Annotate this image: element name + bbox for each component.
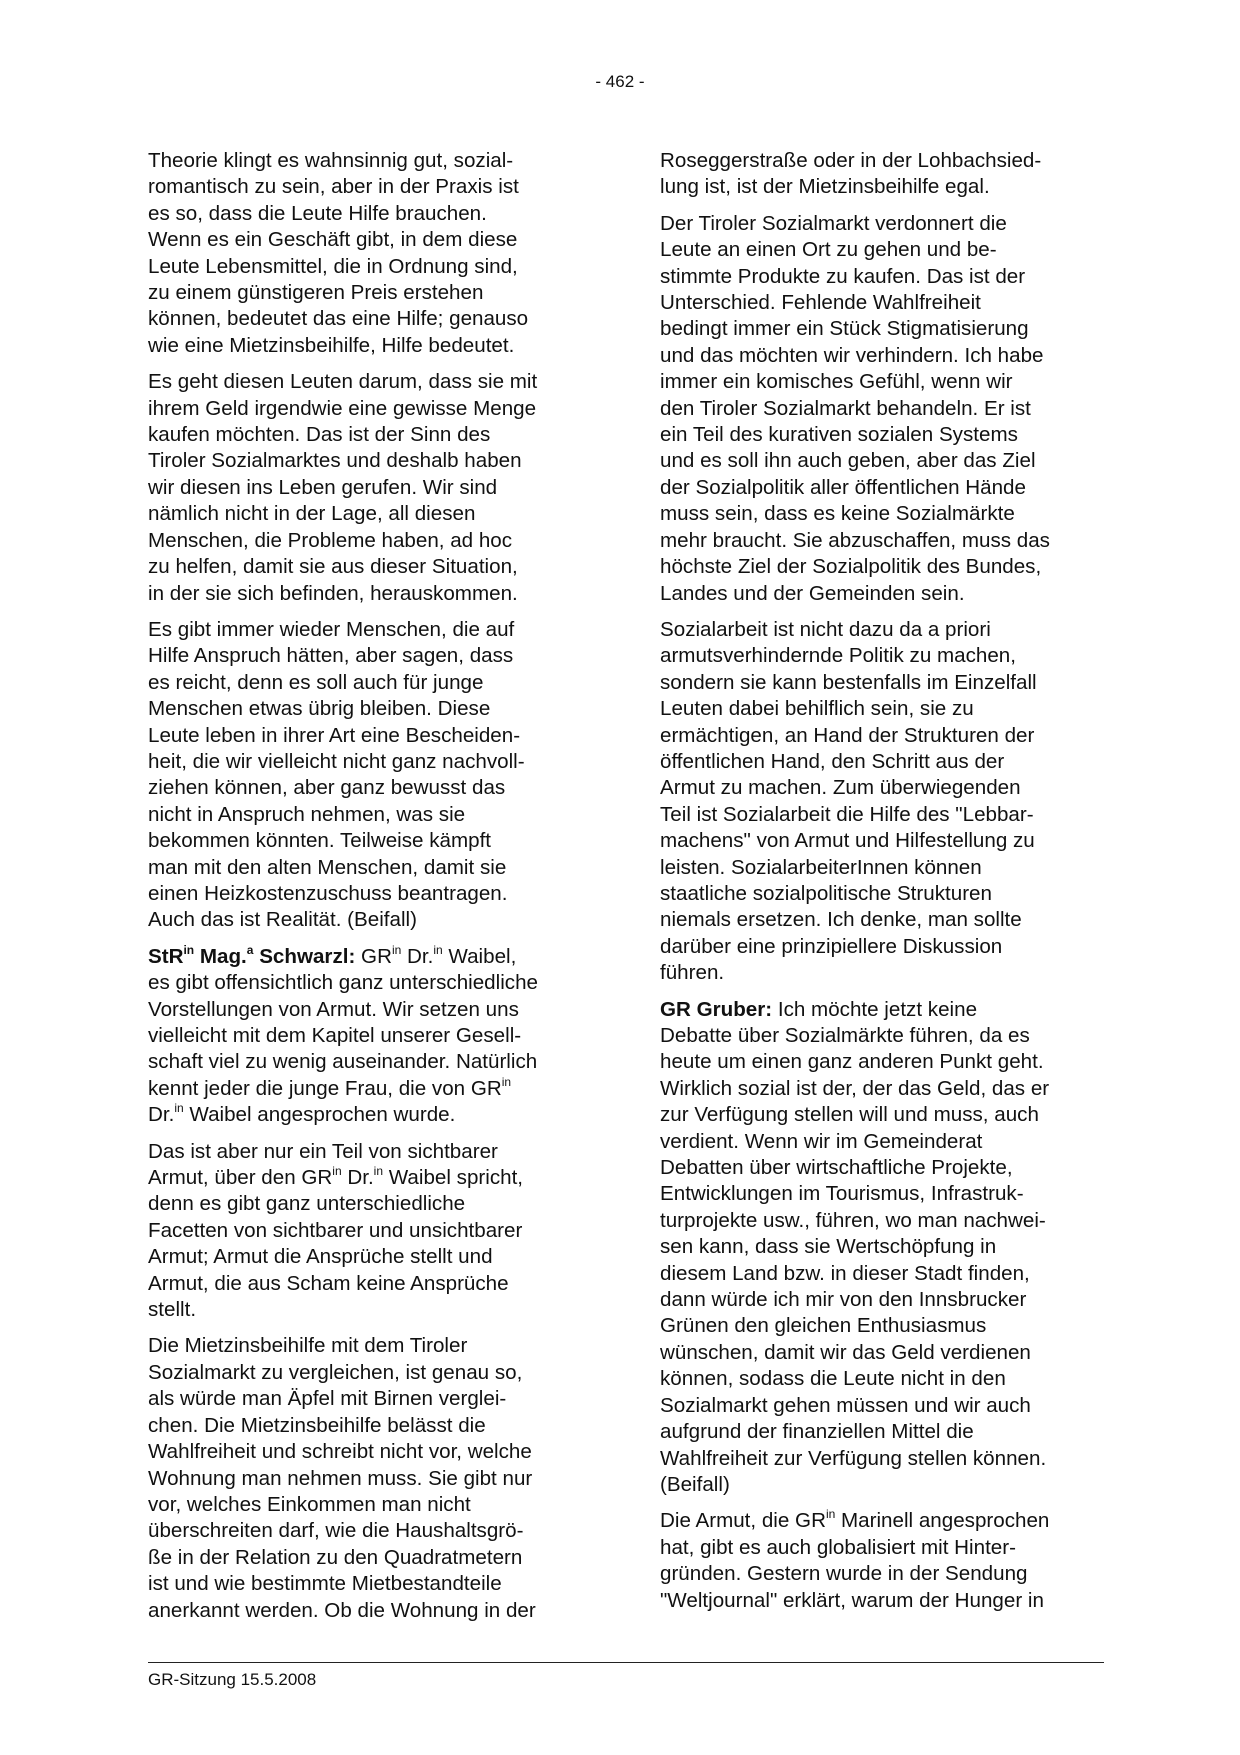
paragraph: Es geht diesen Leuten darum, dass sie mit ihrem Geld irgendwie eine gewisse Menge kaufen möchten. Das ist der Sinn des Tiroler Sozialmarktes und deshalb haben wir diesen ins Leben gerufen. Wir sind nämlich nicht in der Lage, all diesen Menschen, die Probleme haben, ad hoc zu helfen, damit sie aus dieser Situation, in der sie sich befinden, herauskommen. bbox=[148, 370, 538, 605]
paragraph: Die Armut, die $GR^{in}$ Marinell angesprochen hat, gibt es auch globalisiert mit Hinter- gründen. Gestern wurde in der Sendung "Weltjournal" erklärt, warum der Hunger in bbox=[660, 1507, 1050, 1612]
page-number: - 462 - bbox=[595, 72, 645, 91]
speaker-name: GR Gruber: bbox=[660, 997, 773, 1021]
paragraph: Die Mietzinsbeihilfe mit dem Tiroler Sozialmarkt zu vergleichen, ist genau so, als würde man Äpfel mit Birnen verglei- chen. Die Mietzinsbeihilfe belässt die Wahlfreiheit und schreibt nicht vor, welche Wohnung man nehmen muss. Sie gibt nur vor, welches Einkommen man nicht überschreiten darf, wie die Haushaltsgrö- ße in der Relation zu den Quadratmetern ist und wie bestimmte Mietbestandteile anerkannt werden. Ob die Wohnung in der bbox=[148, 1334, 536, 1622]
right-column bbox=[660, 148, 1108, 1624]
left-column bbox=[148, 148, 596, 1634]
speaker-paragraph: GR Gruber: Ich möchte jetzt keine Debatte über Sozialmärkte führen, da es heute um einen ganz anderen Punkt geht. Wirklich sozial ist der, der das Geld, das er zur Verfügung stellen will und muss, auch verdient. Wenn wir im Gemeinderat Debatten über wirtschaftliche Projekte, Entwicklungen im Tourismus, Infrastruk- turprojekte usw., führen, wo man nachwei- sen kann, dass sie Wertschöpfung in diesem Land bzw. in dieser Stadt finden, dann würde ich mir von den Innsbrucker Grünen den gleichen Enthusiasmus wünschen, damit wir das Geld verdienen können, sodass die Leute nicht in den Sozialmarkt gehen müssen und wir auch aufgrund der finanziellen Mittel die Wahlfreiheit zur Verfügung stellen können. (Beifall) bbox=[660, 997, 1050, 1496]
speaker-paragraph: StR$^{in}$ Mag.$^a$ Schwarzl: $GR^{in}$ Dr.$^{in}$ Waibel, es gibt offensichtlich ganz unterschiedliche Vorstellungen von Armut. Wir setzen uns vielleicht mit dem Kapitel unserer Gesell- schaft viel zu wenig auseinander. Natürlich kennt jeder die junge Frau, die von $GR^{in}$ Dr.$^{in}$ Waibel angesprochen wurde. bbox=[148, 942, 538, 1127]
footer-divider bbox=[148, 1662, 1104, 1663]
footer-session-label: GR-Sitzung 15.5.2008 bbox=[148, 1670, 317, 1689]
paragraph: Es gibt immer wieder Menschen, die auf Hilfe Anspruch hätten, aber sagen, dass es reicht, denn es soll auch für junge Menschen etwas übrig bleiben. Diese Leute leben in ihrer Art eine Bescheiden- heit, die wir vielleicht nicht ganz nachvoll- ziehen können, aber ganz bewusst das nicht in Anspruch nehmen, was sie bekommen könnten. Teilweise kämpft man mit den alten Menschen, damit sie einen Heizkostenzuschuss beantragen. Auch das ist Realität. (Beifall) bbox=[148, 617, 525, 932]
paragraph: Das ist aber nur ein Teil von sichtbarer Armut, über den $GR^{in}$ Dr.$^{in}$ Waibel spricht, denn es gibt ganz unterschiedliche Facetten von sichtbarer und unsichtbarer Armut; Armut die Ansprüche stellt und Armut, die aus Scham keine Ansprüche stellt. bbox=[148, 1139, 524, 1322]
paragraph: Theorie klingt es wahnsinnig gut, sozial- romantisch zu sein, aber in der Praxis ist es so, dass die Leute Hilfe brauchen. Wenn es ein Geschäft gibt, in dem diese Leute Lebensmittel, die in Ordnung sind, zu einem günstigeren Preis erstehen können, bedeutet das eine Hilfe; genauso wie eine Mietzinsbeihilfe, Hilfe bedeutet. bbox=[148, 149, 529, 357]
paragraph: Roseggerstraße oder in der Lohbachsied- lung ist, ist der Mietzinsbeihilfe egal. bbox=[660, 149, 1042, 199]
paragraph: Der Tiroler Sozialmarkt verdonnert die Leute an einen Ort zu gehen und be- stimmte Produkte zu kaufen. Das ist der Unterschied. Fehlende Wahlfreiheit bedingt immer ein Stück Stigmatisierung und das möchten wir verhindern. Ich habe immer ein komisches Gefühl, wenn wir den Tiroler Sozialmarkt behandeln. Er ist ein Teil des kurativen sozialen Systems und es soll ihn auch geben, aber das Ziel der Sozialpolitik aller öffentlichen Hände muss sein, dass es keine Sozialmärkte mehr braucht. Sie abzuschaffen, muss das höchste Ziel der Sozialpolitik des Bundes, Landes und der Gemeinden sein. bbox=[660, 211, 1050, 605]
paragraph: Sozialarbeit ist nicht dazu da a priori armutsverhindernde Politik zu machen, sondern sie kann bestenfalls im Einzelfall Leuten dabei behilflich sein, sie zu ermächtigen, an Hand der Strukturen der öffentlichen Hand, den Schritt aus der Armut zu machen. Zum überwiegenden Teil ist Sozialarbeit die Hilfe des "Lebbar- machens" von Armut und Hilfestellung zu leisten. SozialarbeiterInnen können staatliche sozialpolitische Strukturen niemals ersetzen. Ich denke, man sollte darüber eine prinzipiellere Diskussion führen. bbox=[660, 617, 1037, 985]
speaker-name: StR$^{in}$ Mag.$^a$ Schwarzl: bbox=[148, 942, 356, 968]
